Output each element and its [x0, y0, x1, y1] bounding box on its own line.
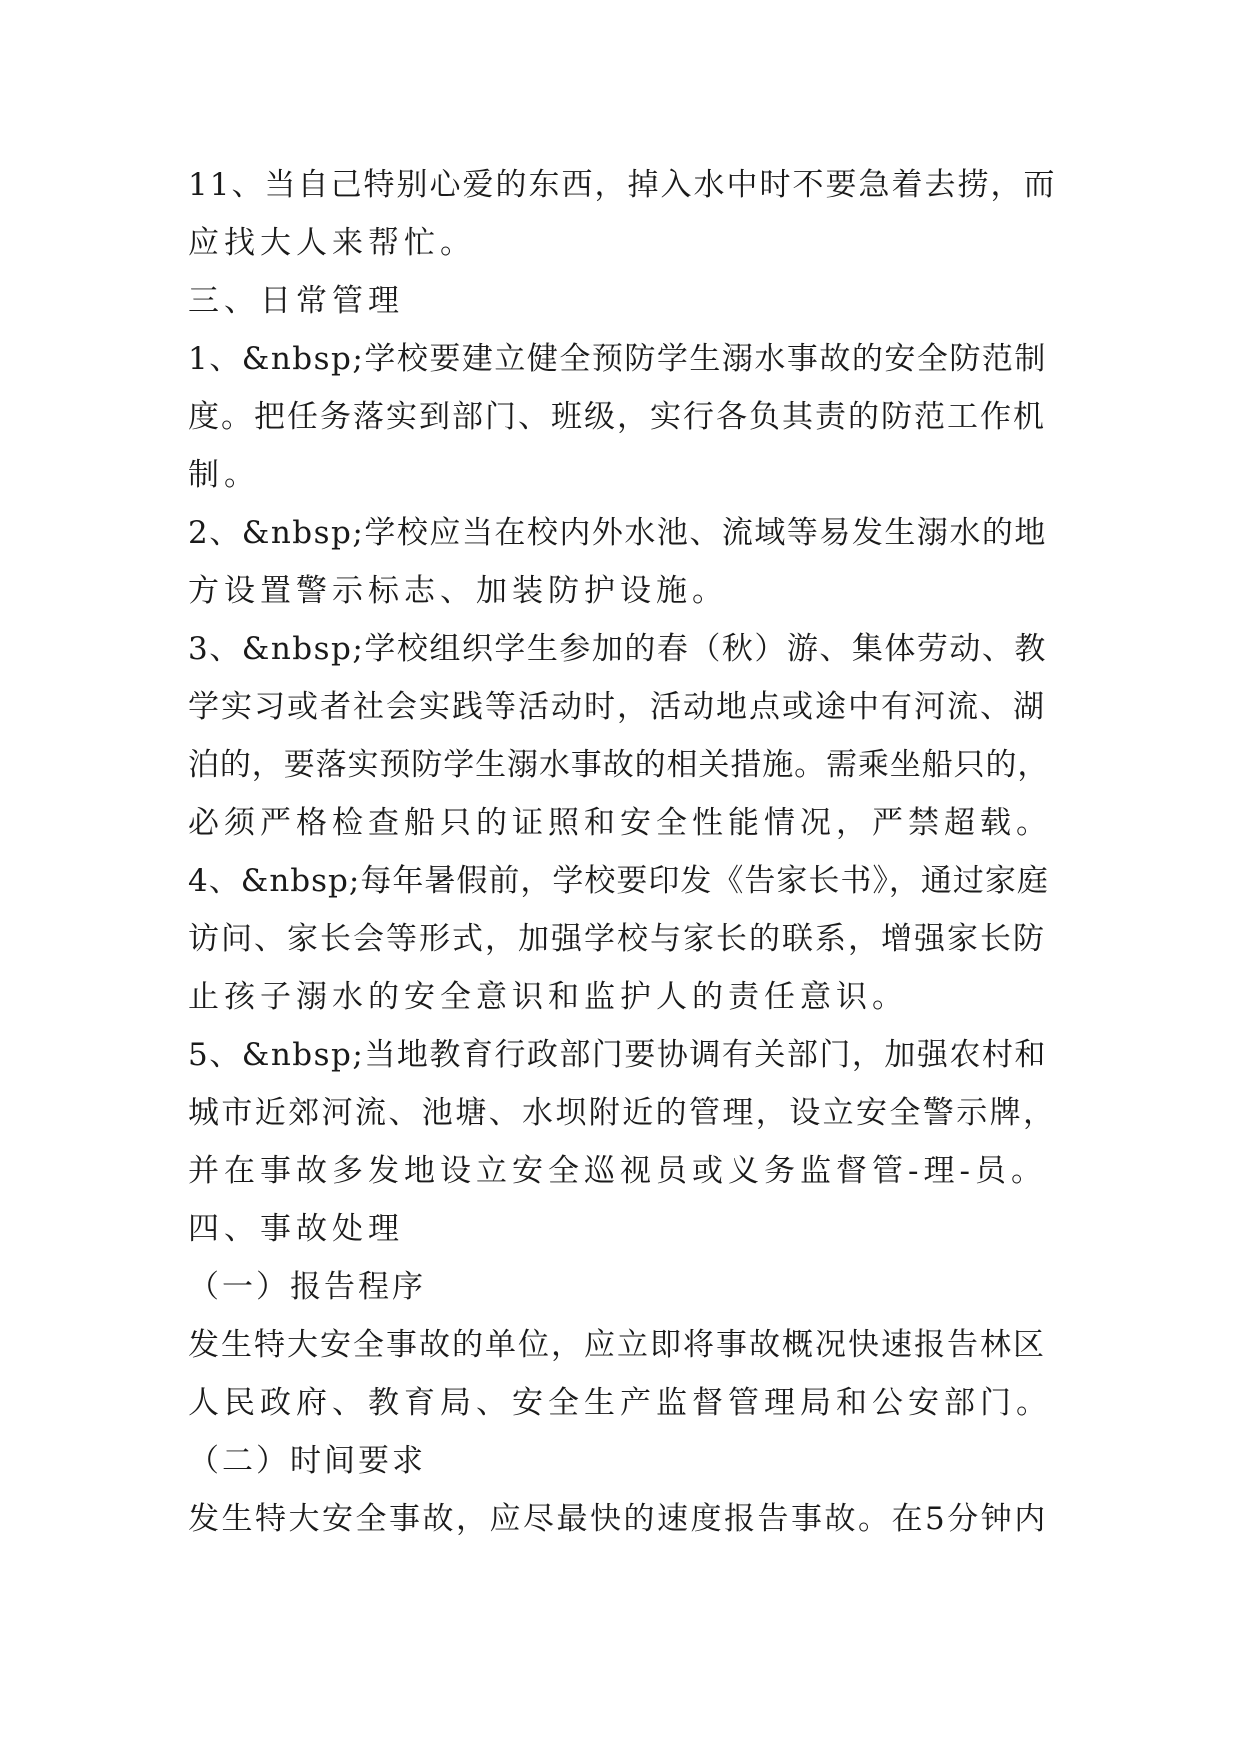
subsection-heading: （一）报告程序	[188, 1269, 426, 1305]
text-line: 访问、家长会等形式，加强学校与家长的联系，增强家长防	[188, 921, 1046, 957]
text-line: 学实习或者社会实践等活动时，活动地点或途中有河流、湖	[188, 689, 1046, 725]
text-line: 2、&nbsp;学校应当在校内外水池、流域等易发生溺水的地	[188, 515, 1047, 551]
text-line: 泊的，要落实预防学生溺水事故的相关措施。需乘坐船只的，	[188, 747, 1050, 783]
section-heading: 四、事故处理	[188, 1211, 404, 1247]
text-line: 度。把任务落实到部门、班级，实行各负其责的防范工作机	[188, 399, 1046, 435]
document-body	[188, 156, 1058, 1548]
text-line: 3、&nbsp;学校组织学生参加的春（秋）游、集体劳动、教	[188, 631, 1047, 667]
text-line: 止孩子溺水的安全意识和监护人的责任意识。	[188, 979, 908, 1015]
text-line: 城市近郊河流、池塘、水坝附近的管理，设立安全警示牌，	[188, 1095, 1057, 1131]
subsection-heading: （二）时间要求	[188, 1443, 426, 1479]
text-line: 发生特大安全事故，应尽最快的速度报告事故。在5分钟内	[188, 1501, 1048, 1537]
text-line: 制。	[188, 457, 260, 493]
text-line: 应找大人来帮忙。	[188, 225, 476, 261]
text-line: 方设置警示标志、加装防护设施。	[188, 573, 728, 609]
section-heading: 三、日常管理	[188, 283, 404, 319]
text-line: 发生特大安全事故的单位，应立即将事故概况快速报告林区	[188, 1327, 1046, 1363]
text-line: 11、当自己特别心爱的东西，掉入水中时不要急着去捞，而	[188, 167, 1057, 203]
text-line: 必须严格检查船只的证照和安全性能情况，严禁超载。	[188, 805, 1052, 841]
text-line: 并在事故多发地设立安全巡视员或义务监督管-理-员。	[188, 1153, 1047, 1189]
text-line: 人民政府、教育局、安全生产监督管理局和公安部门。	[188, 1385, 1052, 1421]
text-line: 4、&nbsp;每年暑假前，学校要印发《告家长书》，通过家庭	[188, 863, 1049, 899]
text-line: 5、&nbsp;当地教育行政部门要协调有关部门，加强农村和	[188, 1037, 1047, 1073]
text-line: 1、&nbsp;学校要建立健全预防学生溺水事故的安全防范制	[188, 341, 1047, 377]
